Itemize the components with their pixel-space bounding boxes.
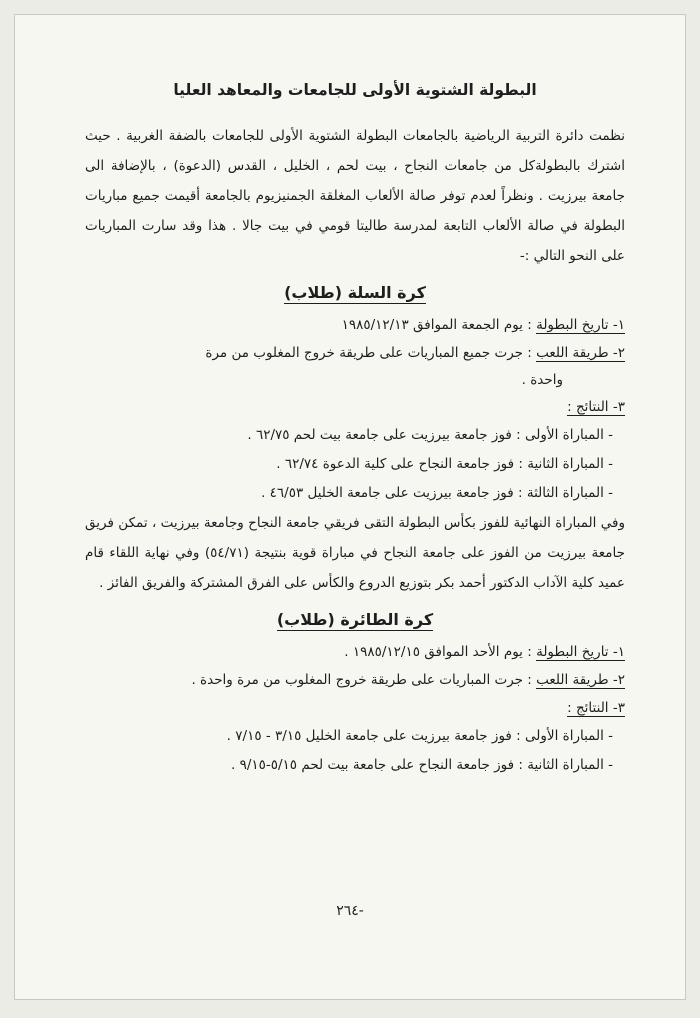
volleyball-result-2: - المباراة الثانية : فوز جامعة النجاح على جامعة بيت لحم ٥/١٥-٩/١٥ .: [230, 757, 613, 773]
basketball-final-paragraph: وفي المباراة النهائية للفوز بكأس البطولة التقى فريقي جامعة النجاح وجامعة بيرزيت ، تمكن فريق جامعة بيرزيت من الفوز على جامعة النجاح في مباراة قوية بنتيجة (٥٤/٧١) وفي نهاية اللقاء قام عميد كلية الآداب الدكتور أحمد بكر بتوزيع الدروع والكأس على الفرق المشتركة والفريق الفائز .: [85, 515, 626, 591]
page-number: -٢٦٤: [336, 903, 364, 919]
basketball-date-row: [85, 311, 625, 339]
volleyball-date-row: [85, 638, 625, 666]
basketball-result-2: - المباراة الثانية : فوز جامعة النجاح على كلية الدعوة ٦٢/٧٤ .: [276, 456, 613, 472]
volleyball-method-key: ٢- طريقة اللعب: [536, 672, 625, 688]
volleyball-results-row: [85, 694, 625, 722]
document-page: [14, 14, 686, 1000]
basketball-result-1: - المباراة الأولى : فوز جامعة بيرزيت على جامعة بيت لحم ٦٢/٧٥ .: [247, 427, 613, 443]
intro-paragraph: نظمت دائرة التربية الرياضية بالجامعات البطولة الشتوية الأولى للجامعات بالضفة الغربية . حيث اشترك بالبطولةكل من جامعات النجاح ، بيت لحم ، الخليل ، القدس (الدعوة) ، بالإضافة الى جامعة بيرزيت . ونظراً لعدم توفر صالة الألعاب المغلقة الجمنيزيوم بالجامعة أقيمت جميع مباريات البطولة في صالة الألعاب التابعة لمدرسة طاليتا قومي في بيت جالا . هذا وقد سارت المباريات على النحو التالي :-: [85, 128, 625, 264]
basketball-method-row: [85, 339, 625, 367]
volleyball-date-key: ١- تاريخ البطولة: [536, 644, 625, 660]
volleyball-result-1: - المباراة الأولى : فوز جامعة بيرزيت على جامعة الخليل ٣/١٥ - ٧/١٥ .: [226, 728, 613, 744]
basketball-results-row: [85, 393, 625, 421]
basketball-result-3: - المباراة الثالثة : فوز جامعة بيرزيت على جامعة الخليل ٤٦/٥٣ .: [261, 485, 613, 501]
basketball-method-key: ٢- طريقة اللعب: [536, 345, 625, 361]
basketball-results-key: ٣- النتائج :: [567, 399, 625, 415]
basketball-method-value: : جرت جميع المباريات على طريقة خروج المغلوب من مرة: [205, 345, 537, 361]
document-body: [85, 79, 625, 780]
volleyball-method-value: : جرت المباريات على طريقة خروج المغلوب من مرة واحدة .: [191, 672, 537, 688]
volleyball-heading-text: كرة الطائرة (طلاب): [276, 610, 434, 629]
basketball-heading-text: كرة السلة (طلاب): [284, 283, 426, 302]
volleyball-method-row: [85, 666, 625, 694]
volleyball-date-value: : يوم الأحد الموافق ١٩٨٥/١٢/١٥ .: [344, 644, 537, 660]
document-title: البطولة الشتوية الأولى للجامعات والمعاهد العليا: [173, 81, 537, 99]
basketball-date-value: : يوم الجمعة الموافق ١٩٨٥/١٢/١٣: [341, 317, 537, 333]
basketball-method-continuation: واحدة .: [521, 372, 563, 388]
volleyball-heading: [85, 608, 625, 632]
volleyball-results-key: ٣- النتائج :: [567, 700, 625, 716]
basketball-heading: [85, 281, 625, 305]
basketball-date-key: ١- تاريخ البطولة: [536, 317, 625, 333]
